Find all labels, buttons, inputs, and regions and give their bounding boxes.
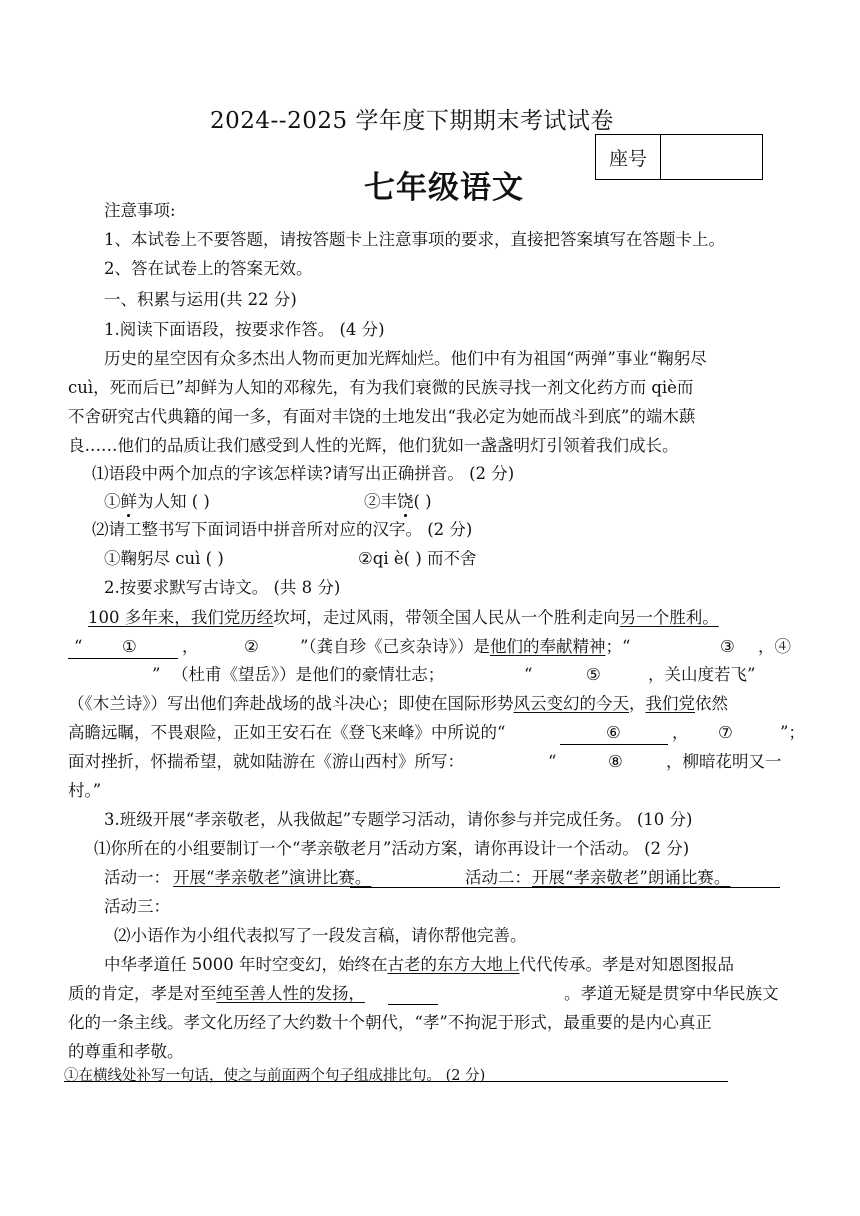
blank-number: ，④ — [758, 637, 791, 656]
speech-line-1 — [104, 954, 734, 976]
text: （杜甫《望岳》）是他们的豪情壮志； — [172, 665, 445, 684]
answer-blank-line[interactable] — [388, 1004, 438, 1005]
blank-number: ① — [122, 637, 137, 656]
q2-prompt: 2.按要求默写古诗文。 (共 8 分) — [104, 578, 341, 597]
underlined-text: 100 多年来， — [88, 608, 191, 627]
text: 坎坷，走过风雨，带领全国人民从一个胜利走向 — [273, 608, 620, 627]
blank-number: ⑧ — [608, 752, 623, 771]
q1-sub1-prompt: ⑴语段中两个加点的字该怎样读?请写出正确拼音。 (2 分) — [92, 464, 515, 483]
underlined-text: 古老的东方大地上 — [387, 955, 520, 974]
underlined-text: 纯至善人性的发扬， — [216, 984, 365, 1003]
blank-number: ⑥ — [606, 723, 621, 742]
section-heading: 一、积累与运用(共 22 分) — [104, 290, 297, 309]
blank-number: ③ — [720, 637, 735, 656]
blank-line-1[interactable] — [68, 658, 178, 659]
q1-sub2-prompt: ⑵请工整书写下面词语中拼音所对应的汉字。 (2 分) — [92, 520, 473, 539]
text: 村。” — [68, 781, 102, 800]
underlined-text: 他们的奉献精神 — [489, 637, 606, 656]
blank-line-6[interactable] — [560, 744, 668, 745]
task-answer-line[interactable] — [64, 1081, 728, 1082]
speech-line-3: 化的一条主线。孝文化历经了大约数十个朝代，“孝”不拘泥于形式，最重要的是内心真正 — [68, 1013, 712, 1032]
text: （《木兰诗》）写出他们奔赴战场的战斗决心；即使在国际形势 — [68, 694, 514, 713]
text: ，柳暗花明又一 — [666, 752, 782, 771]
activity-2-label: 活动二： — [465, 868, 531, 887]
underlined-text: 我们党 — [645, 694, 695, 713]
underlined-text: 另一个胜利。 — [619, 608, 719, 627]
item-number: ②丰 — [364, 492, 397, 511]
blank-number: ② — [244, 637, 259, 656]
q3-sub1-prompt: ⑴你所在的小组要制订一个“孝亲敬老月”活动方案，请你再设计一个活动。 (2 分) — [94, 839, 690, 858]
seat-label: 座号 — [596, 135, 661, 179]
activity-underline — [350, 887, 780, 888]
text: 面对挫折，怀揣希望，就如陆游在《游山西村》所写： — [68, 752, 464, 771]
q1-passage-line: cuì，死而后已”却鲜为人知的邓稼先，有为我们衰微的民族寻找一剂文化药方而 qiè而 — [68, 378, 694, 397]
underlined-text: 风云变幻的今天 — [513, 694, 629, 713]
activity-2-text: 开展“孝亲敬老”朗诵比赛。 — [532, 868, 731, 887]
quote-mark: “ — [74, 637, 83, 656]
notice-heading: 注意事项: — [104, 201, 176, 220]
text: 中华孝道任 5000 年时空变幻，始终在 — [104, 955, 388, 974]
comma: ， — [672, 723, 689, 742]
dotted-char: 鲜 — [120, 492, 137, 511]
q1-sub2-item-b: ②qi è( ) 而不舍 — [358, 549, 477, 568]
q3-prompt: 3.班级开展“孝亲敬老，从我做起”专题学习活动，请你参与并完成任务。 (10 分) — [104, 810, 693, 829]
q1-sub1-item-a — [104, 491, 210, 513]
q1-sub2-item-a: ①鞠躬尽 cuì ( ) — [104, 549, 224, 568]
notice-item-1: 1、本试卷上不要答题，请按答题卡上注意事项的要求，直接把答案填写在答题卡上。 — [104, 230, 725, 249]
item-number: ① — [104, 492, 121, 511]
q1-prompt: 1.阅读下面语段，按要求作答。 (4 分) — [104, 320, 385, 339]
exam-subject: 七年级语文 — [364, 170, 524, 206]
item-text: ( ) — [413, 492, 432, 511]
seat-number-box — [595, 134, 763, 180]
notice-item-2: 2、答在试卷上的答案无效。 — [104, 259, 313, 278]
comma: ， — [182, 637, 199, 656]
dotted-char: 饶 — [397, 492, 414, 511]
text: 代代传承。孝是对知恩图报品 — [519, 955, 734, 974]
quote-mark: “ — [548, 752, 557, 771]
exam-title: 2024--2025 学年度下期期末考试试卷 — [210, 108, 614, 134]
seat-number-field[interactable] — [661, 135, 762, 179]
activity-1-text: 开展“孝亲敬老”演讲比赛。 — [173, 868, 372, 887]
text: ；“ — [605, 637, 631, 656]
activity-1-label: 活动一： — [104, 868, 170, 887]
q2-line-1 — [88, 607, 719, 629]
text: 依然 — [695, 694, 728, 713]
q2-line-2-text — [300, 636, 630, 658]
item-text: 为人知 ( ) — [137, 492, 210, 511]
underlined-text: 我们党历经 — [190, 608, 274, 627]
q3-task-1: ①在横线处补写一句话，使之与前面两个句子组成排比句。 (2 分) — [64, 1068, 486, 1084]
text: ”； — [780, 723, 805, 742]
blank-number: ⑦ — [718, 723, 733, 742]
speech-line-2a — [68, 983, 365, 1005]
q2-line-4 — [68, 693, 728, 715]
activity-3-label: 活动三： — [104, 897, 170, 916]
q3-sub2-prompt: ⑵小语作为小组代表拟写了一段发言稿，请你帮他完善。 — [114, 926, 527, 945]
q1-passage-line: 不舍研究古代典籍的闻一多，有面对丰饶的土地发出“我必定为她而战斗到底”的端木蕻 — [68, 407, 696, 426]
text: ”（龚自珍《己亥杂诗》）是 — [300, 637, 490, 656]
speech-line-4: 的尊重和孝敬。 — [68, 1042, 184, 1061]
q1-passage-line: 历史的星空因有众多杰出人物而更加光辉灿烂。他们中有为祖国“两弹”事业“鞠躬尽 — [104, 349, 707, 368]
q1-sub1-item-b — [364, 491, 432, 513]
text: 质的肯定，孝是对至 — [68, 984, 217, 1003]
quote-mark: “ — [524, 665, 533, 684]
text: 高瞻远瞩，不畏艰险，正如王安石在《登飞来峰》中所说的“ — [68, 723, 506, 742]
quote-mark: ” — [152, 665, 161, 684]
q1-passage-line: 良……他们的品质让我们感受到人性的光辉，他们犹如一盏盏明灯引领着我们成长。 — [68, 436, 679, 455]
blank-number: ⑤ — [586, 665, 601, 684]
speech-line-2b: 。孝道无疑是贯穿中华民族文 — [564, 984, 779, 1003]
text: ， — [629, 694, 646, 713]
text: ，关山度若飞” — [648, 665, 756, 684]
